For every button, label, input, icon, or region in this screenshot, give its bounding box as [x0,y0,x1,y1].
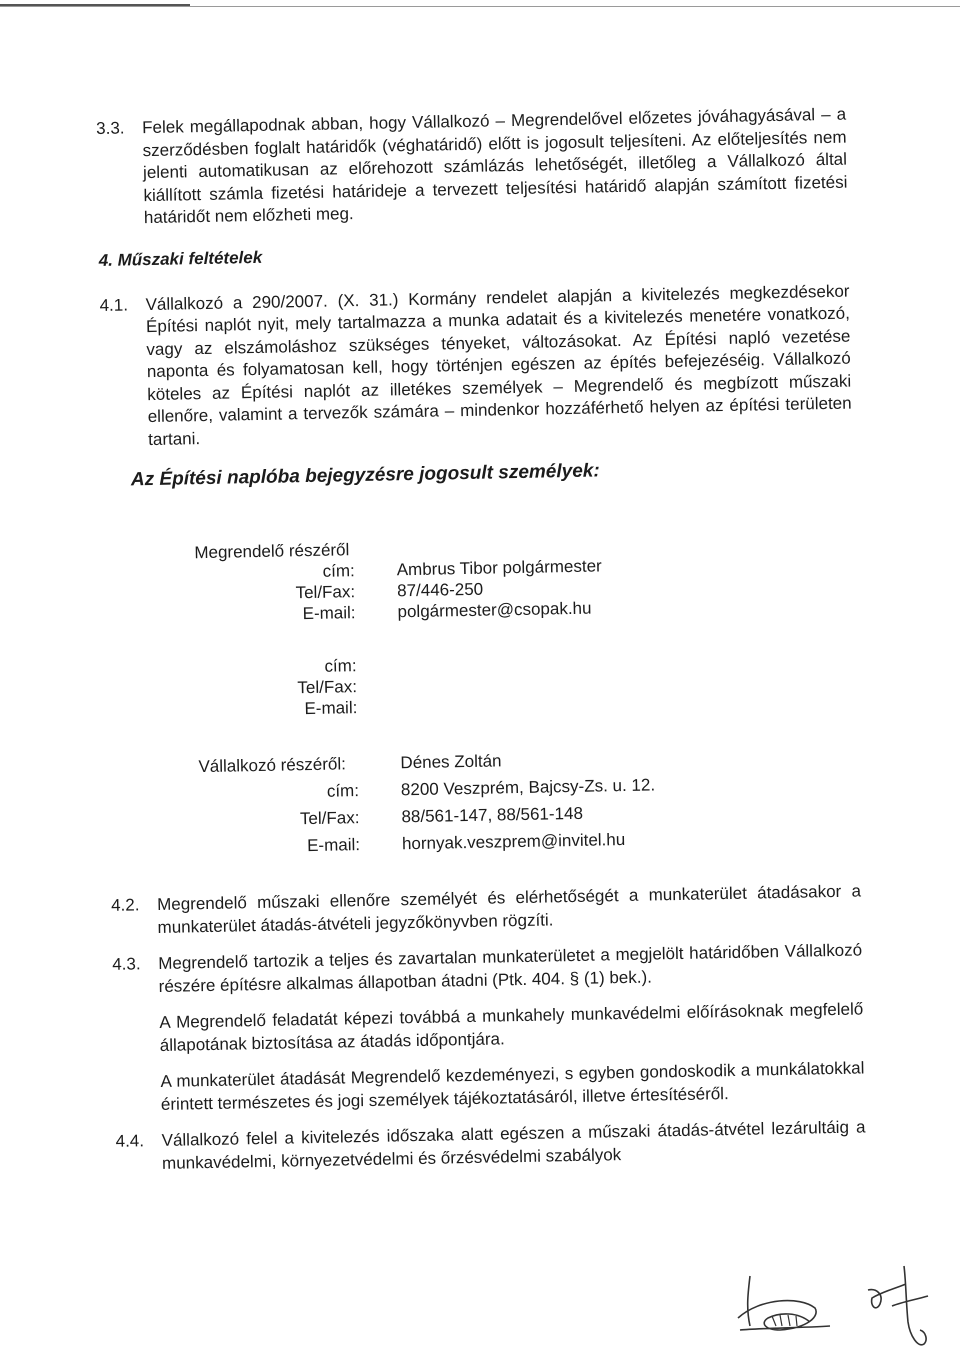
section-4-3 [112,939,865,1116]
section-paragraph: A Megrendelő feladatát képezi továbbá a munkahely munkavédelmi előírásoknak megfelelő állapotának biztosítása az átadás időpontjára. [159,999,864,1055]
contact-title-megrendelo: Megrendelő részéről [194,540,350,563]
top-scan-mark [0,4,190,6]
handwritten-initials-left [720,1268,840,1338]
contact-label: Tel/Fax: [297,677,358,698]
subheading-authorized-persons: Az Építési naplóba bejegyzésre jogosult személyek: [130,460,600,491]
section-number: 4.4. [115,1131,145,1151]
contact-label: Tel/Fax: [295,582,356,603]
contact-value: 8200 Veszprém, Bajcsy-Zs. u. 12. [400,775,656,800]
contact-value: hornyak.veszprem@invitel.hu [401,829,626,854]
section-text: Vállalkozó felel a kivitelezés időszaka alatt egészen a műszaki átadás-átvétel lezárultáig a munkavédelmi, környezetvédelmi és őrzésvédelmi szabályok [161,1117,866,1173]
section-number: 4.1. [99,294,129,315]
contact-label: E-mail: [306,835,361,856]
section-number: 3.3. [96,118,125,138]
contacts-block [194,530,860,862]
section-text: Felek megállapodnak abban, hogy Vállalkozó – Megrendelővel előzetes jóváhagyásával – a szerződésben foglalt határidők (véghatáridő) előtt is jogosult teljesíteni. Az előteljesítés nem jelenti automatikusan az előrehozott számlázás lehetőségét, illetőleg a Vállalkozó által kiállított számla fizetési határideje a tervezett teljesítési határidő alapján számított fizetési határidőt nem előzheti meg. [142,104,848,228]
handwritten-initials-right [862,1262,942,1352]
contact-label: cím: [324,656,357,676]
contact-value: Ambrus Tibor polgármester [396,556,602,580]
section-paragraph: Megrendelő tartozik a teljes és zavartalan munkaterületet a megjelölt határidőben Vállalkozó részére építésre alkalmas állapotban átadni (Ptk. 404. § (1) bek.). [158,940,863,996]
contact-title-vallalkozo: Vállalkozó részéről: [198,754,347,777]
contact-label: E-mail: [302,603,356,624]
document-page [96,104,866,1190]
section-text: Megrendelő műszaki ellenőre személyét és elérhetőségét a munkaterület átadásakor a munkaterület átadás-átvételi jegyzőkönyvben rögzíti. [156,881,862,937]
heading-muszaki-feltetelek: 4. Műszaki feltételek [98,247,263,270]
contact-label: E-mail: [304,698,358,719]
contact-name: Dénes Zoltán [400,751,502,773]
contact-label: cím: [322,561,355,581]
section-4-2 [111,880,862,939]
section-3-3 [96,104,848,231]
contact-label: cím: [326,781,360,801]
section-paragraph: A munkaterület átadását Megrendelő kezdeményezi, s egyben gondoskodik a munkálatokkal érintett természetes és jogi személyek tájékoztatásáról, illetve értesítéséről. [160,1058,865,1114]
contact-value: polgármester@csopak.hu [397,598,592,622]
contact-value: 88/561-147, 88/561-148 [401,803,584,827]
contact-value: 87/446-250 [396,579,484,601]
section-4-4 [115,1116,866,1175]
contact-label: Tel/Fax: [299,808,360,829]
section-number: 4.2. [110,895,140,915]
section-number: 4.3. [112,954,141,974]
section-4-1 [99,280,852,452]
section-text: Vállalkozó a 290/2007. (X. 31.) Kormány rendelet alapján a kivitelezés megkezdésekor Építési naplót nyit, mely tartalmazza a munka adatait és a kivitelezés menetére vonatkozó, vagy az elszámoláshoz szükséges tényeket, változásokat. Az Építési napló vezetése naponta és folyamatosan kell, hogy történjen egészen az építés befejezéséig. Vállalkozó köteles az Építési naplót az illetékes személyek – Megrendelő és megbízott műszaki ellenőre, valamint a tervezők számára – mindenkor hozzáférhető helyen az építési területen tartani. [145,281,852,449]
section-body [158,939,865,1115]
